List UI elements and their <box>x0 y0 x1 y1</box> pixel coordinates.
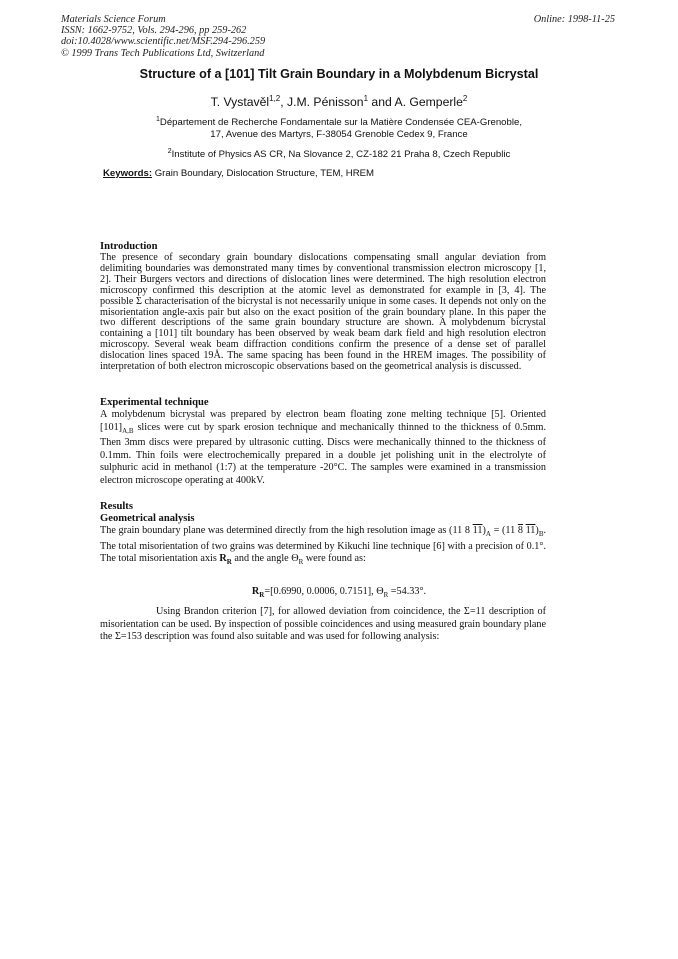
experimental-heading: Experimental technique <box>100 397 209 408</box>
results-section <box>100 501 546 569</box>
paper-title: Structure of a [101] Tilt Grain Boundary in a Molybdenum Bicrystal <box>139 67 539 81</box>
affil-2-marker: 2 <box>167 148 172 155</box>
author-1-affil: 1,2 <box>269 94 281 103</box>
journal-header <box>61 14 265 59</box>
introduction-heading: Introduction <box>100 241 158 252</box>
misorientation-formula: $R_R=[0.6990$, 0.0006, 0.7151], $\Theta_R =54.33^\circ$. <box>251 586 427 600</box>
affil-1-line-2: 17, Avenue des Martyrs, F-38054 Grenoble Cedex 9, France <box>210 129 468 141</box>
introduction-section <box>100 241 546 373</box>
results-paragraph-2-block <box>100 606 546 644</box>
affil-1-line-1: Département de Recherche Fondamentale sur la Matière Condensée CEA-Grenoble, <box>159 117 522 129</box>
author-and: and <box>371 95 392 110</box>
affil-1-marker: 1 <box>155 116 160 123</box>
plane-a: (11 8 $11)_A$ <box>449 525 491 539</box>
affiliation-2 <box>0 146 678 161</box>
results-paragraph-2: Using Brandon criterion [7], for allowed deviation from coincidence, the Σ=11 description of misorientation can be used. By inspection of possible coincidences and using measured grain boundary plane the Σ=153 description was found also suitable and was used for following analysis: <box>100 606 546 643</box>
keywords-value: Grain Boundary, Dislocation Structure, TEM, HREM <box>154 168 375 179</box>
affiliation-1 <box>0 114 678 141</box>
copyright-line: © 1999 Trans Tech Publications Ltd, Switzerland <box>61 47 265 59</box>
results-paragraph-1: The grain boundary plane was determined directly from the high resolution image as (11 8 $11)_A = (11$ 8 $11)_B$. The total misorientation of two grains was determined by Kikuchi line technique [6] with a precision of 0.1°. The total misorientation axis $R_R$ and the angle $\Theta_R$ were found as: <box>100 525 547 567</box>
plane-b: (11 8 $11)_B$ <box>501 525 544 539</box>
author-list: T. Vystavěl$^{1,2}$, J.M. Pénisson$^1$ and A. Gemperle$^2$ <box>210 94 468 110</box>
experimental-section <box>100 397 546 488</box>
geometrical-analysis-heading: Geometrical analysis <box>100 513 195 524</box>
author-2: J.M. Pénisson <box>287 95 364 110</box>
affil-2-line: Institute of Physics AS CR, Na Slovance 2, CZ-182 21 Praha 8, Czech Republic <box>171 149 511 161</box>
author-3-affil: 2 <box>462 94 468 103</box>
online-date: Online: 1998-11-25 <box>533 14 615 25</box>
author-3: A. Gemperle <box>394 95 463 110</box>
results-heading: Results <box>100 501 133 512</box>
issn-line: ISSN: 1662-9752, Vols. 294-296, pp 259-262 <box>61 25 247 37</box>
author-1: T. Vystavěl <box>210 95 270 110</box>
author-2-affil: 1 <box>363 94 369 103</box>
journal-name: Materials Science Forum <box>61 14 166 25</box>
introduction-text: The presence of secondary grain boundary dislocations compensating small angular deviation from delimiting boundaries was demonstrated many times by conventional transmission electron microscopy [1, 2]. Their Burgers vectors and directions of dislocation lines were determined. The high resolution electron microscopy confirmed this description at the atomic level as demonstrated for example in [3, 4]. The possible Σ characterisation of the bicrystal is not necessarily unique in some cases. It depends not only on the misorientation angle-axis pair but also on the exact position of the grain boundary plane. In this paper the two different descriptions of the same grain boundary structure are shown. A molybdenum bicrystal containing a [101] tilt boundary has been observed by weak beam dark field and high resolution electron microscopy. Several weak beam diffraction conditions confirm the presence of a dense set of parallel dislocation lines spaced 19Å. The same spacing has been found in the HREM images. The possibility of interpretation of both electron microscopic observations based on the geometrical analysis is discussed. <box>100 252 546 373</box>
keywords <box>103 168 374 179</box>
keywords-label: Keywords: <box>103 168 153 179</box>
experimental-text: A molybdenum bicrystal was prepared by electron beam floating zone melting technique [5]. Oriented $[101]_{A,B}$ slices were cut by spark erosion technique and mechanically thinned to the thickness of 0.5mm. Then 3mm discs were prepared by ultrasonic cutting. Discs were mechanically thinned to the thickness of 0.1mm. Thin foils were electrochemically prepared in a double jet polishing unit in the electrolyte of sulphuric acid in methanol (1:7) at the temperature -20°C. The samples were examined in a transmission electron microscope operating at 400kV. <box>100 409 546 486</box>
doi-line[interactable]: doi:10.4028/www.scientific.net/MSF.294-296.259 <box>61 36 266 48</box>
